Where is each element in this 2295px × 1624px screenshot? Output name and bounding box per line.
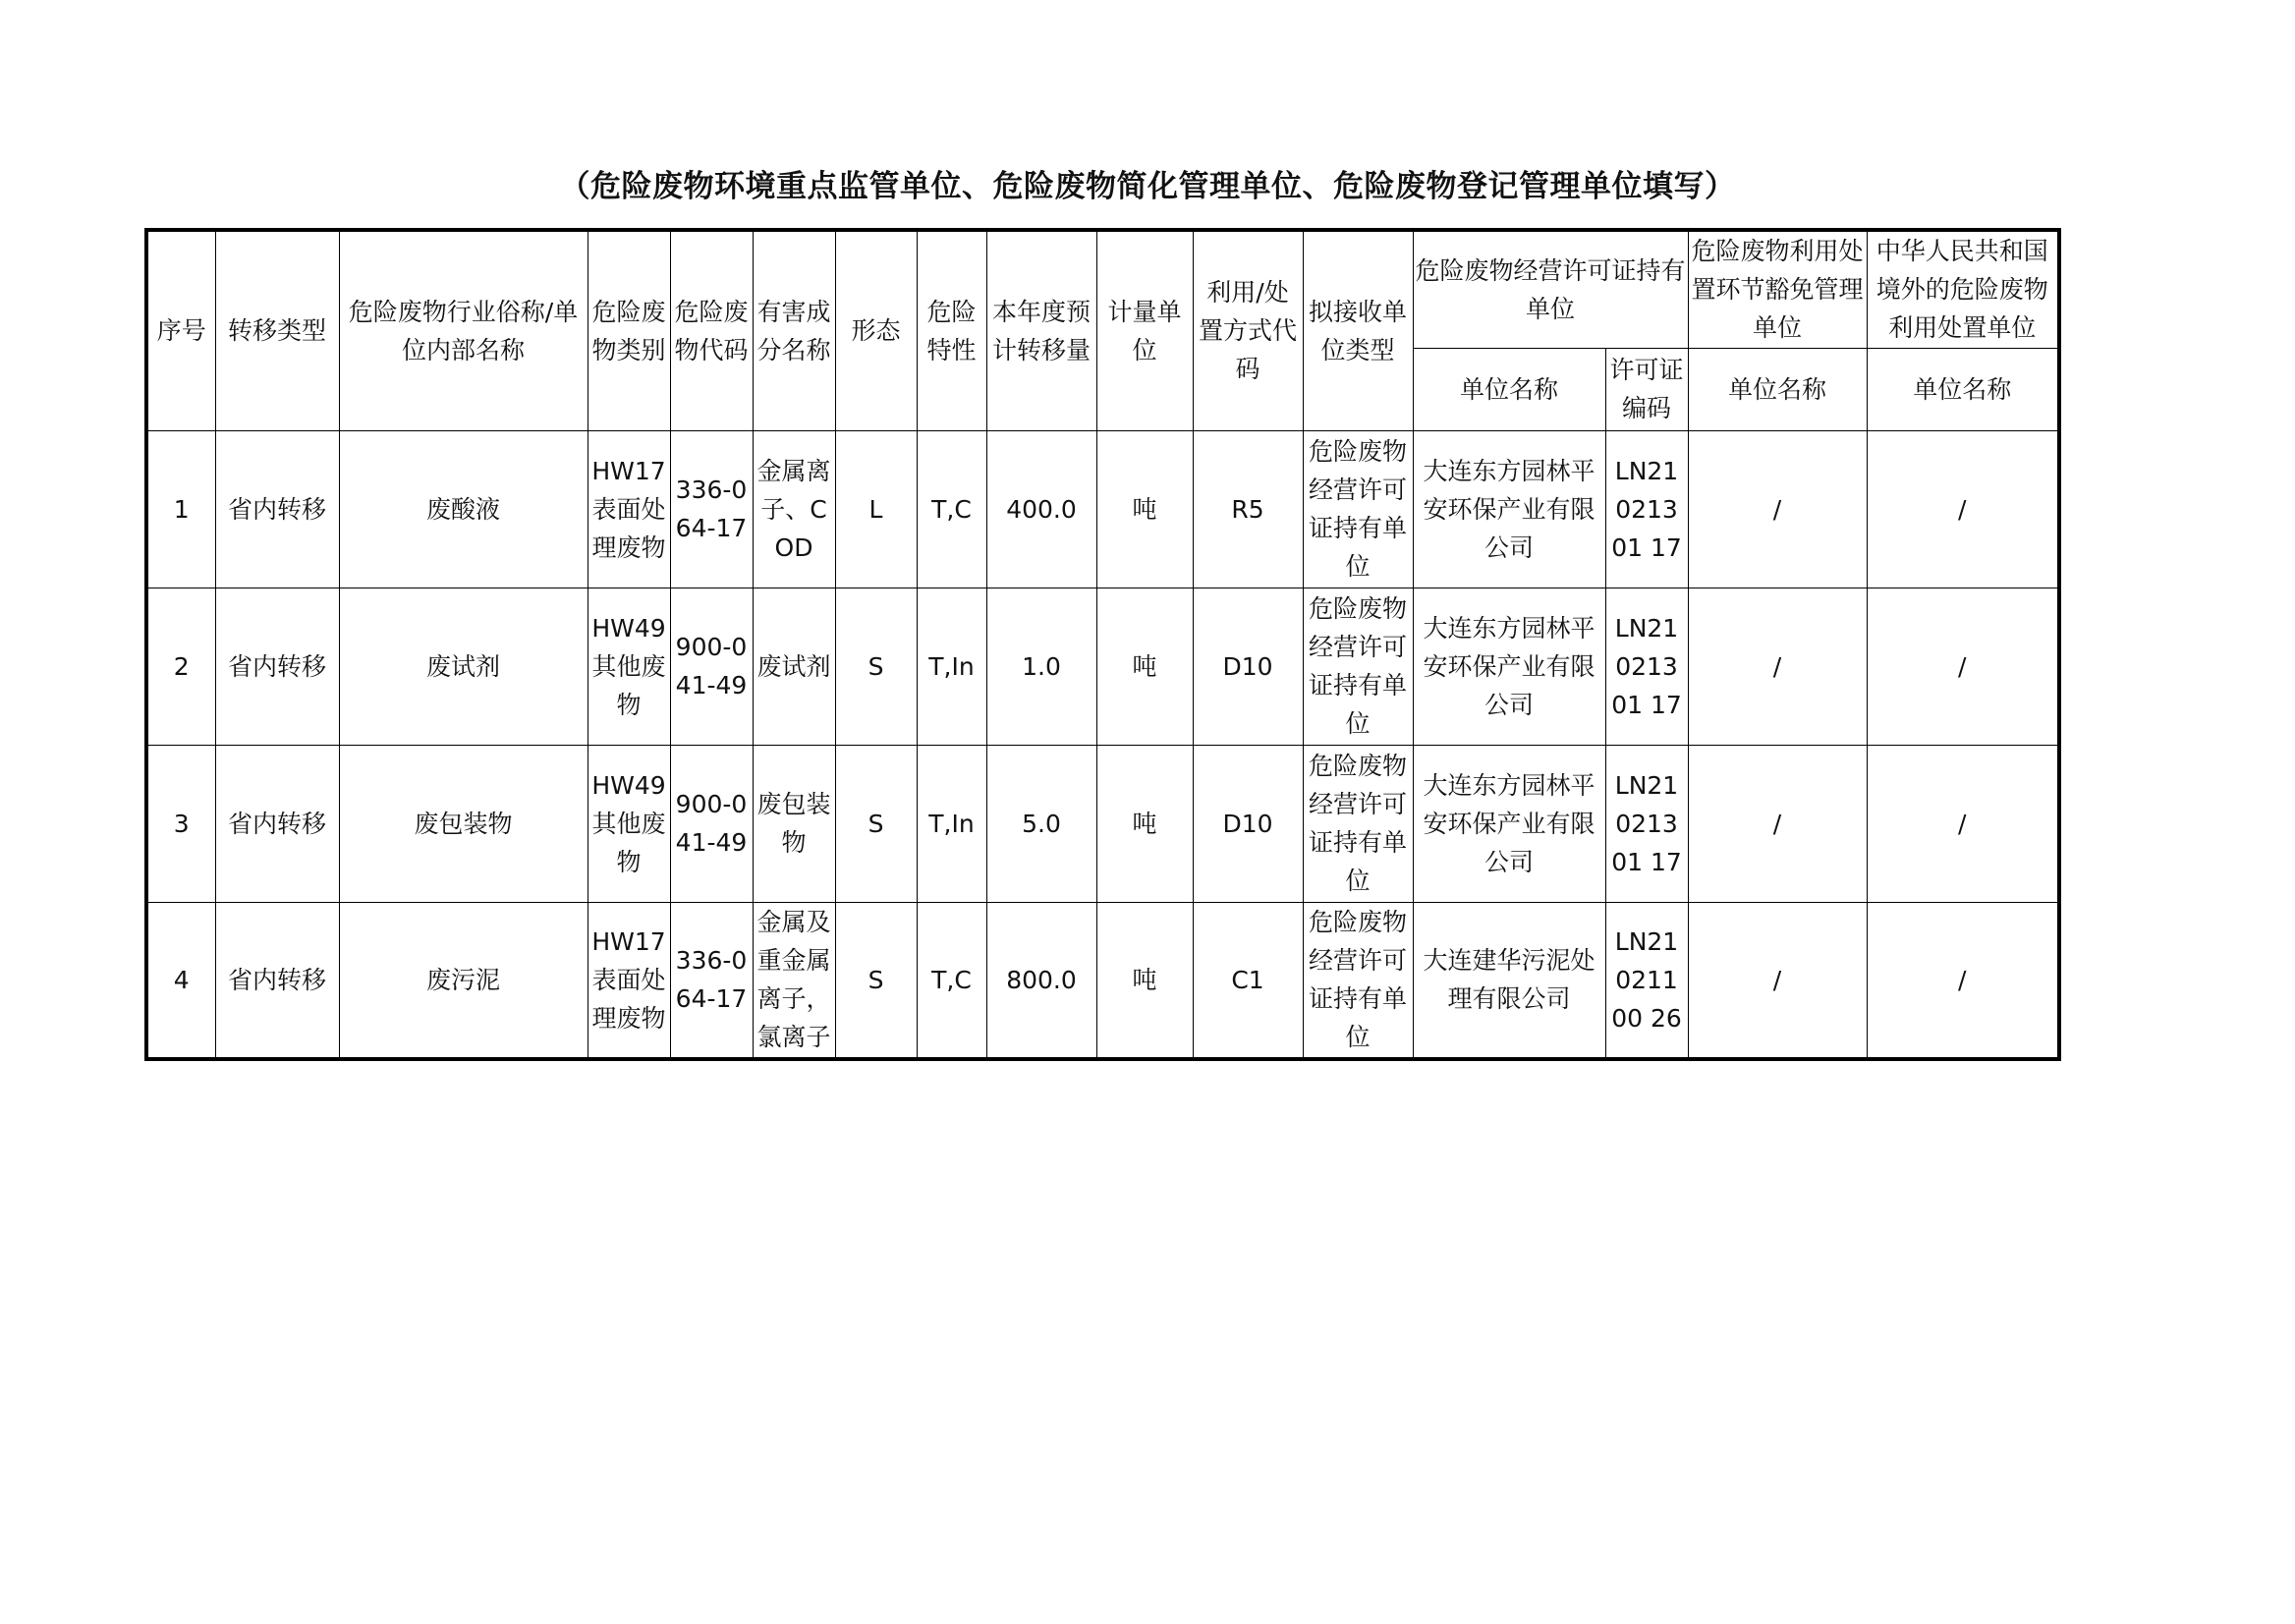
header-licensed-code: 许可证编码 bbox=[1605, 348, 1688, 430]
cell-waste-name: 废酸液 bbox=[339, 430, 588, 588]
cell-licensed-name: 大连东方园林平安环保产业有限公司 bbox=[1413, 430, 1605, 588]
cell-exempt-name: / bbox=[1688, 745, 1867, 902]
waste-transfer-table bbox=[144, 228, 2061, 1061]
header-exempt-group: 危险废物利用处置环节豁免管理单位 bbox=[1688, 230, 1867, 348]
cell-hazard: T,In bbox=[917, 745, 986, 902]
cell-unit: 吨 bbox=[1096, 430, 1193, 588]
header-unit: 计量单位 bbox=[1096, 230, 1193, 430]
header-seq: 序号 bbox=[146, 230, 215, 430]
cell-foreign-name: / bbox=[1867, 902, 2059, 1059]
cell-code: 336-064-17 bbox=[670, 430, 753, 588]
header-receiver-type: 拟接收单位类型 bbox=[1303, 230, 1413, 430]
cell-form: S bbox=[835, 588, 917, 745]
cell-waste-name: 废包装物 bbox=[339, 745, 588, 902]
cell-amount: 5.0 bbox=[986, 745, 1096, 902]
header-foreign-group: 中华人民共和国境外的危险废物利用处置单位 bbox=[1867, 230, 2059, 348]
cell-seq: 4 bbox=[146, 902, 215, 1059]
header-category: 危险废物类别 bbox=[588, 230, 670, 430]
header-hazard: 危险特性 bbox=[917, 230, 986, 430]
header-code: 危险废物代码 bbox=[670, 230, 753, 430]
cell-receiver-type: 危险废物经营许可证持有单位 bbox=[1303, 588, 1413, 745]
cell-form: S bbox=[835, 902, 917, 1059]
table-row bbox=[146, 430, 2059, 588]
cell-category: HW49其他废物 bbox=[588, 588, 670, 745]
cell-licensed-name: 大连东方园林平安环保产业有限公司 bbox=[1413, 588, 1605, 745]
cell-licensed-code: LN21021301 17 bbox=[1605, 745, 1688, 902]
cell-method: D10 bbox=[1193, 745, 1303, 902]
cell-harmful: 金属及重金属离子，氯离子 bbox=[753, 902, 835, 1059]
cell-method: D10 bbox=[1193, 588, 1303, 745]
cell-amount: 800.0 bbox=[986, 902, 1096, 1059]
table-row bbox=[146, 745, 2059, 902]
cell-seq: 2 bbox=[146, 588, 215, 745]
table-row bbox=[146, 588, 2059, 745]
cell-code: 900-041-49 bbox=[670, 745, 753, 902]
header-harmful: 有害成分名称 bbox=[753, 230, 835, 430]
cell-licensed-code: LN21021301 17 bbox=[1605, 588, 1688, 745]
cell-form: L bbox=[835, 430, 917, 588]
cell-licensed-name: 大连建华污泥处理有限公司 bbox=[1413, 902, 1605, 1059]
cell-code: 336-064-17 bbox=[670, 902, 753, 1059]
cell-method: R5 bbox=[1193, 430, 1303, 588]
page-title: （危险废物环境重点监管单位、危险废物简化管理单位、危险废物登记管理单位填写） bbox=[559, 169, 1736, 204]
cell-hazard: T,C bbox=[917, 430, 986, 588]
header-licensed-group: 危险废物经营许可证持有单位 bbox=[1413, 230, 1688, 348]
cell-category: HW17表面处理废物 bbox=[588, 902, 670, 1059]
header-form: 形态 bbox=[835, 230, 917, 430]
cell-seq: 1 bbox=[146, 430, 215, 588]
cell-harmful: 金属离子、COD bbox=[753, 430, 835, 588]
cell-method: C1 bbox=[1193, 902, 1303, 1059]
cell-transfer-type: 省内转移 bbox=[215, 902, 339, 1059]
header-exempt-name: 单位名称 bbox=[1688, 348, 1867, 430]
cell-exempt-name: / bbox=[1688, 902, 1867, 1059]
header-foreign-name: 单位名称 bbox=[1867, 348, 2059, 430]
cell-exempt-name: / bbox=[1688, 588, 1867, 745]
cell-exempt-name: / bbox=[1688, 430, 1867, 588]
cell-category: HW17表面处理废物 bbox=[588, 430, 670, 588]
cell-unit: 吨 bbox=[1096, 588, 1193, 745]
cell-amount: 1.0 bbox=[986, 588, 1096, 745]
cell-waste-name: 废污泥 bbox=[339, 902, 588, 1059]
cell-unit: 吨 bbox=[1096, 902, 1193, 1059]
header-transfer-type: 转移类型 bbox=[215, 230, 339, 430]
cell-licensed-code: LN21021100 26 bbox=[1605, 902, 1688, 1059]
header-licensed-name: 单位名称 bbox=[1413, 348, 1605, 430]
cell-hazard: T,In bbox=[917, 588, 986, 745]
cell-transfer-type: 省内转移 bbox=[215, 430, 339, 588]
cell-transfer-type: 省内转移 bbox=[215, 588, 339, 745]
cell-receiver-type: 危险废物经营许可证持有单位 bbox=[1303, 745, 1413, 902]
header-waste-name: 危险废物行业俗称/单位内部名称 bbox=[339, 230, 588, 430]
table-row bbox=[146, 902, 2059, 1059]
cell-receiver-type: 危险废物经营许可证持有单位 bbox=[1303, 902, 1413, 1059]
cell-receiver-type: 危险废物经营许可证持有单位 bbox=[1303, 430, 1413, 588]
cell-unit: 吨 bbox=[1096, 745, 1193, 902]
cell-harmful: 废包装物 bbox=[753, 745, 835, 902]
cell-amount: 400.0 bbox=[986, 430, 1096, 588]
cell-licensed-code: LN21021301 17 bbox=[1605, 430, 1688, 588]
cell-foreign-name: / bbox=[1867, 745, 2059, 902]
cell-licensed-name: 大连东方园林平安环保产业有限公司 bbox=[1413, 745, 1605, 902]
cell-category: HW49其他废物 bbox=[588, 745, 670, 902]
cell-hazard: T,C bbox=[917, 902, 986, 1059]
cell-harmful: 废试剂 bbox=[753, 588, 835, 745]
cell-foreign-name: / bbox=[1867, 588, 2059, 745]
cell-code: 900-041-49 bbox=[670, 588, 753, 745]
header-amount: 本年度预计转移量 bbox=[986, 230, 1096, 430]
cell-waste-name: 废试剂 bbox=[339, 588, 588, 745]
cell-form: S bbox=[835, 745, 917, 902]
cell-seq: 3 bbox=[146, 745, 215, 902]
header-row-primary bbox=[146, 230, 2059, 348]
header-method: 利用/处置方式代码 bbox=[1193, 230, 1303, 430]
cell-transfer-type: 省内转移 bbox=[215, 745, 339, 902]
cell-foreign-name: / bbox=[1867, 430, 2059, 588]
